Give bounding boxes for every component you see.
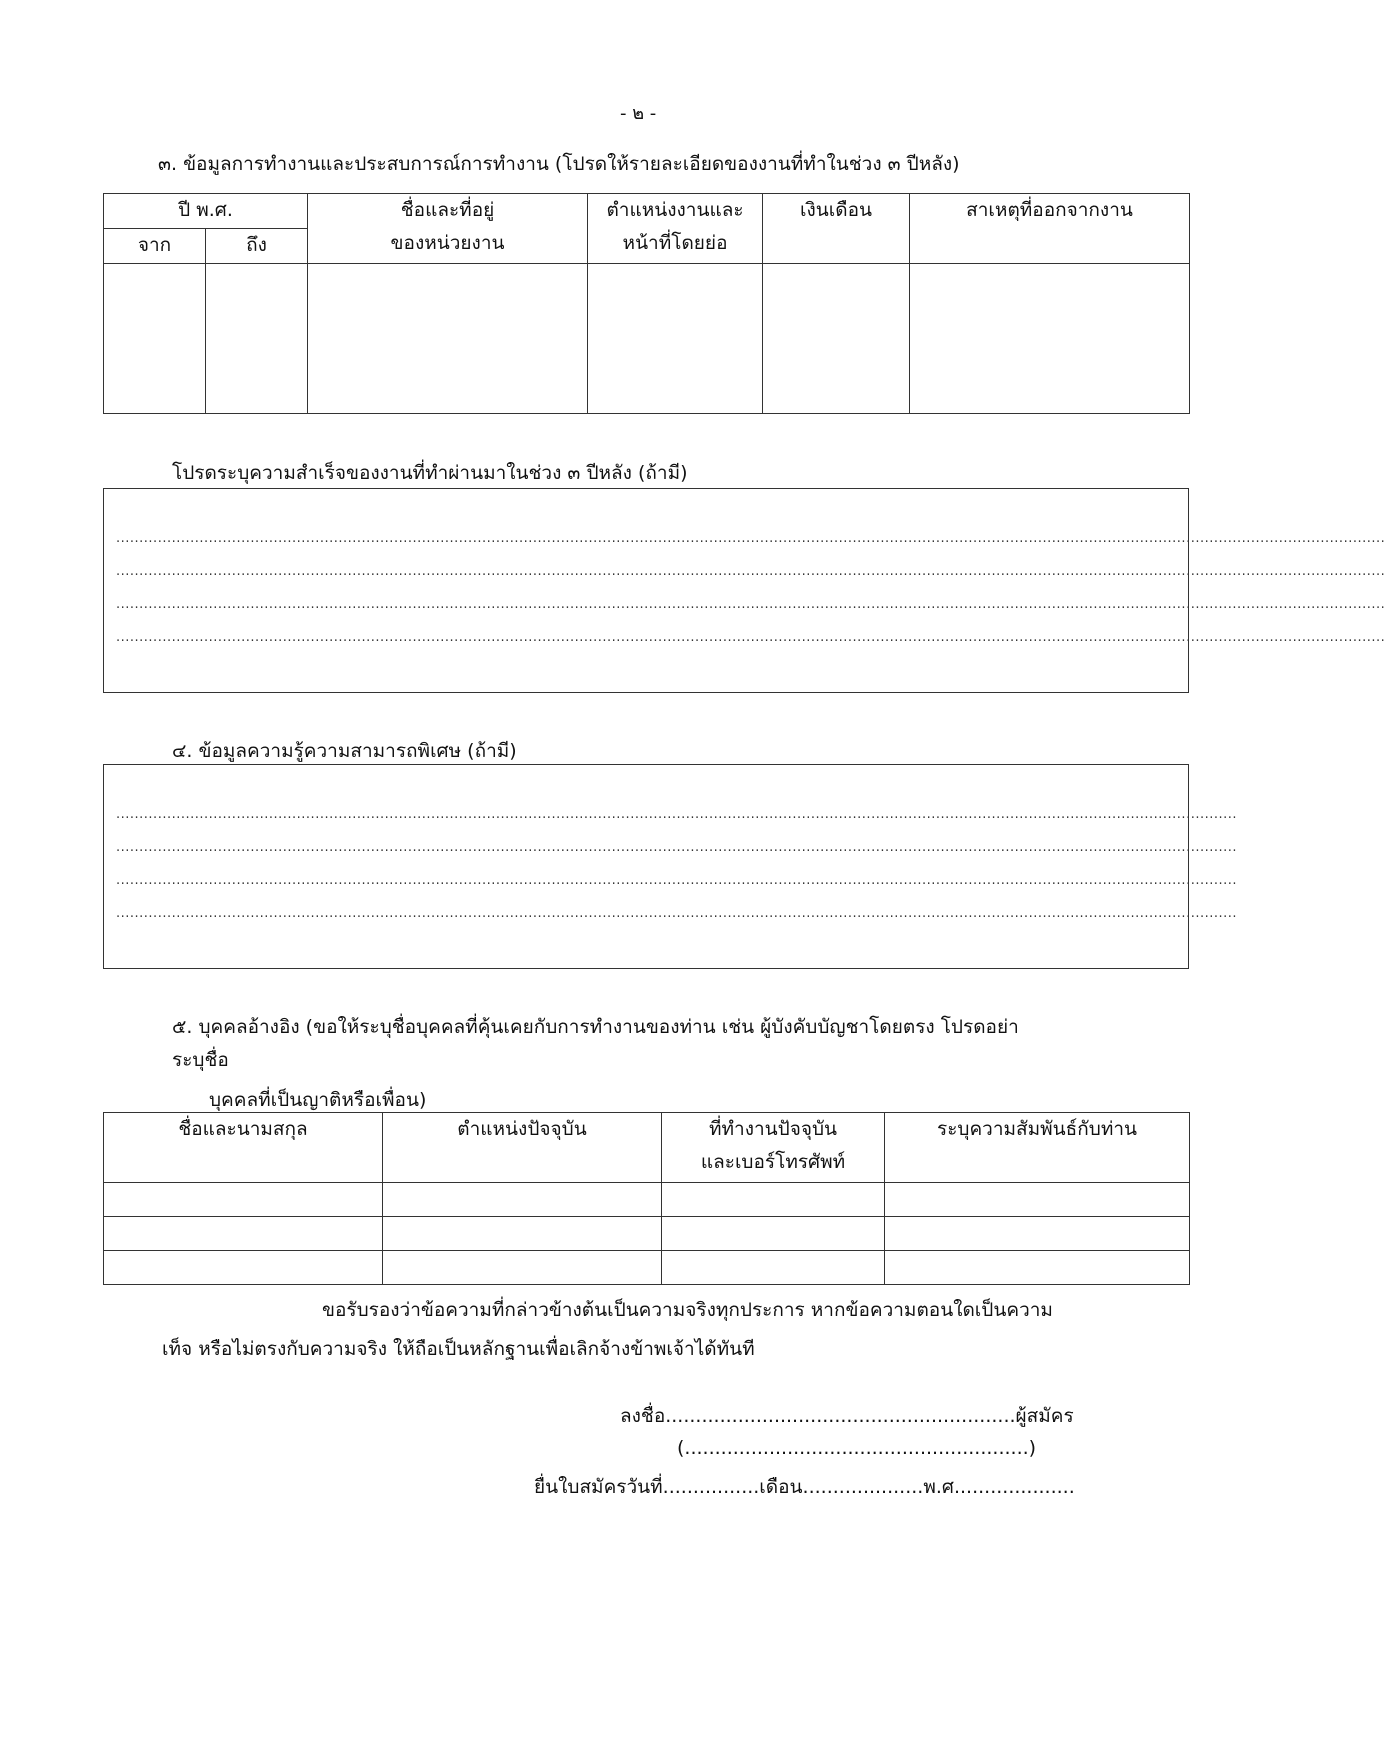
from-year-cell[interactable] xyxy=(104,264,206,414)
col-workplace-line1: ที่ทำงานปัจจุบัน xyxy=(708,1118,838,1140)
achievement-line: .................................................................................................................................................................................................................................................................................. xyxy=(116,531,1385,546)
section3-heading: ๓. ข้อมูลการทำงานและประสบการณ์การทำงาน (โปรดให้รายละเอียดของงานที่ทำในช่วง ๓ ปีหลัง) xyxy=(158,153,960,175)
col-org-line2: ของหน่วยงาน xyxy=(390,232,505,254)
achievements-box[interactable] xyxy=(103,488,1385,693)
col-from-header: จาก xyxy=(104,229,206,264)
ref-name-cell[interactable] xyxy=(104,1183,383,1217)
skills-line: .................................................................................................................................................................................................................................................. xyxy=(116,840,1238,855)
ref-workplace-cell[interactable] xyxy=(662,1217,885,1251)
special-skills-box[interactable] xyxy=(103,764,1238,969)
col-reason-header: สาเหตุที่ออกจากงาน xyxy=(910,194,1190,264)
salary-cell[interactable] xyxy=(763,264,910,414)
col-position-line2: หน้าที่โดยย่อ xyxy=(622,232,728,254)
col-org-line1: ชื่อและที่อยู่ xyxy=(400,199,495,221)
col-position-line1: ตำแหน่งงานและ xyxy=(606,199,744,221)
table-row xyxy=(104,264,1190,414)
col-position-header xyxy=(588,194,763,264)
col-org-header xyxy=(308,194,588,264)
col-salary-header: เงินเดือน xyxy=(763,194,910,264)
col-workplace-line2: และเบอร์โทรศัพท์ xyxy=(700,1151,846,1173)
col-workplace-header xyxy=(662,1113,885,1183)
achievement-line: .................................................................................................................................................................................................................................................................................. xyxy=(116,597,1385,612)
position-cell[interactable] xyxy=(588,264,763,414)
signature-line[interactable]: ลงชื่อ..........................................................ผู้สมัคร xyxy=(620,1405,1074,1427)
ref-position-cell[interactable] xyxy=(383,1217,662,1251)
skills-line: .................................................................................................................................................................................................................................................. xyxy=(116,873,1238,888)
col-current-position-header: ตำแหน่งปัจจุบัน xyxy=(383,1113,662,1183)
ref-position-cell[interactable] xyxy=(383,1251,662,1285)
table-row xyxy=(104,1217,1190,1251)
page-number: - ๒ - xyxy=(620,103,657,124)
section5-heading-line2: ระบุชื่อ xyxy=(172,1049,229,1071)
ref-workplace-cell[interactable] xyxy=(662,1251,885,1285)
achievement-line: .................................................................................................................................................................................................................................................................................. xyxy=(116,630,1385,645)
ref-workplace-cell[interactable] xyxy=(662,1183,885,1217)
skills-line: .................................................................................................................................................................................................................................................. xyxy=(116,807,1238,822)
section5-heading-line3: บุคคลที่เป็นญาติหรือเพื่อน) xyxy=(209,1089,427,1111)
ref-relation-cell[interactable] xyxy=(885,1251,1190,1285)
col-year-header: ปี พ.ศ. xyxy=(104,194,308,229)
col-relation-header: ระบุความสัมพันธ์กับท่าน xyxy=(885,1113,1190,1183)
section5-heading-line1: ๕. บุคคลอ้างอิง (ขอให้ระบุชื่อบุคคลที่คุ้นเคยกับการทำงานของท่าน เช่น ผู้บังคับบัญชาโดยตรง โปรดอย่า xyxy=(172,1016,1019,1038)
org-cell[interactable] xyxy=(308,264,588,414)
achievements-heading: โปรดระบุความสำเร็จของงานที่ทำผ่านมาในช่วง ๓ ปีหลัง (ถ้ามี) xyxy=(172,462,688,484)
achievement-line: .................................................................................................................................................................................................................................................................................. xyxy=(116,564,1385,579)
section4-heading: ๔. ข้อมูลความรู้ความสามารถพิเศษ (ถ้ามี) xyxy=(172,740,517,762)
ref-position-cell[interactable] xyxy=(383,1183,662,1217)
ref-relation-cell[interactable] xyxy=(885,1183,1190,1217)
col-name-header: ชื่อและนามสกุล xyxy=(104,1113,383,1183)
signature-name-line[interactable]: (.........................................................) xyxy=(677,1437,1037,1459)
to-year-cell[interactable] xyxy=(206,264,308,414)
table-row xyxy=(104,1251,1190,1285)
ref-name-cell[interactable] xyxy=(104,1217,383,1251)
ref-name-cell[interactable] xyxy=(104,1251,383,1285)
application-date-line[interactable]: ยื่นใบสมัครวันที่................เดือน....................พ.ศ.................... xyxy=(534,1476,1075,1498)
certification-line2: เท็จ หรือไม่ตรงกับความจริง ให้ถือเป็นหลักฐานเพื่อเลิกจ้างข้าพเจ้าได้ทันที xyxy=(162,1338,755,1360)
reason-cell[interactable] xyxy=(910,264,1190,414)
work-experience-table xyxy=(103,193,1190,414)
references-table xyxy=(103,1112,1190,1285)
skills-line: .................................................................................................................................................................................................................................................. xyxy=(116,906,1238,921)
table-row xyxy=(104,1183,1190,1217)
ref-relation-cell[interactable] xyxy=(885,1217,1190,1251)
col-to-header: ถึง xyxy=(206,229,308,264)
certification-line1: ขอรับรองว่าข้อความที่กล่าวข้างต้นเป็นความจริงทุกประการ หากข้อความตอนใดเป็นความ xyxy=(322,1299,1053,1321)
